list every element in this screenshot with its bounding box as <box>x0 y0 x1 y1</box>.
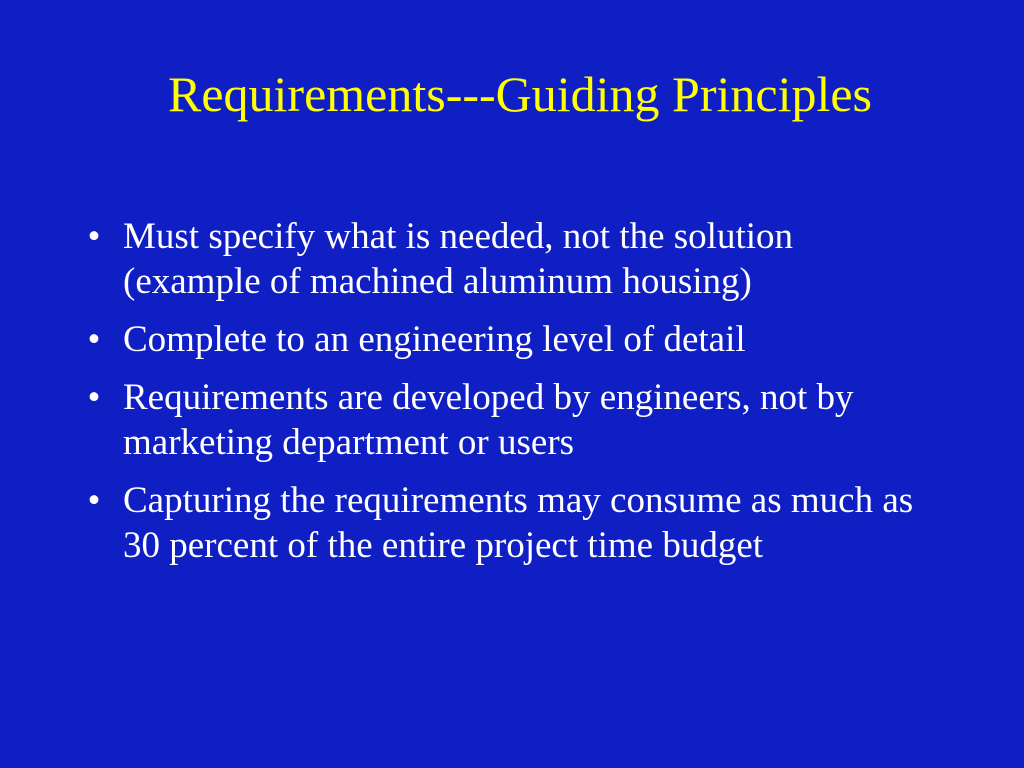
bullet-item <box>84 317 914 362</box>
bullet-item <box>84 375 914 465</box>
bullet-dot-icon: • <box>87 480 101 521</box>
bullet-item <box>84 214 914 304</box>
bullet-list <box>84 214 914 581</box>
bullet-dot-icon: • <box>87 216 101 257</box>
bullet-text: Capturing the requirements may consume as much as 30 percent of the entire project time budget <box>123 480 914 566</box>
bullet-text: Must specify what is needed, not the solution (example of machined aluminum housing) <box>123 216 794 302</box>
bullet-item <box>84 478 914 568</box>
bullet-dot-icon: • <box>87 319 101 360</box>
slide-title: Requirements---Guiding Principles <box>167 66 873 122</box>
bullet-text: Complete to an engineering level of detail <box>123 319 746 360</box>
bullet-text: Requirements are developed by engineers, not by marketing department or users <box>123 377 854 463</box>
bullet-dot-icon: • <box>87 377 101 418</box>
